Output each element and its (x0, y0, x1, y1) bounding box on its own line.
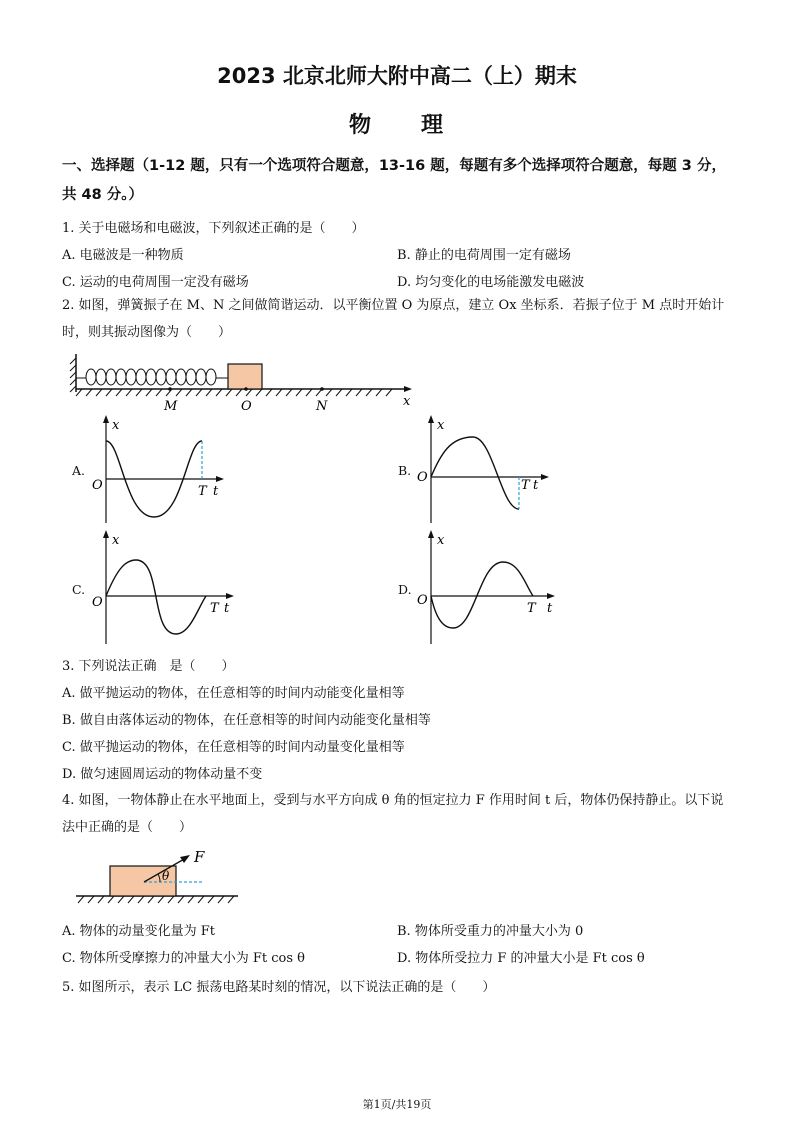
svg-text:t: t (533, 478, 539, 493)
label-m: M (164, 399, 178, 414)
label-x: x (403, 394, 411, 409)
svg-text:O: O (92, 478, 103, 493)
q2-stem: 2. 如图，弹簧振子在 M、N 之间做简谐运动．以平衡位置 O 为原点，建立 Ox 坐标系．若振子位于 M 点时开始计时，则其振动图像为（ ） (62, 298, 725, 340)
q4-option-d: D. 物体所受拉力 F 的冲量大小是 Ft cos θ (397, 951, 645, 966)
q1-option-d: D. 均匀变化的电场能激发电磁波 (397, 275, 585, 290)
svg-text:t: t (213, 484, 219, 499)
graph-d (413, 528, 565, 646)
graph-b (413, 413, 553, 525)
q3-stem: 3. 下列说法正确 是（ ） (62, 659, 235, 674)
graph-b-label: B. (398, 463, 412, 478)
page-title: 2023 北京北师大附中高二（上）期末 (217, 64, 577, 88)
q1-option-a: A. 电磁波是一种物质 (62, 248, 184, 263)
q3-option-b: B. 做自由落体运动的物体，在任意相等的时间内动能变化量相等 (62, 713, 431, 728)
q4-option-b: B. 物体所受重力的冲量大小为 0 (397, 924, 584, 939)
svg-text:x: x (437, 418, 445, 433)
svg-text:T: T (521, 478, 530, 493)
svg-text:x: x (437, 533, 445, 548)
section-heading: 一、选择题（1-12 题，只有一个选项符合题意，13-16 题，每题有多个选择项符合题意，每题 3 分，共 48 分。） (62, 158, 726, 203)
q1-option-b: B. 静止的电荷周围一定有磁场 (397, 248, 571, 263)
oscillator-block (228, 364, 262, 389)
graph-c-label: C. (72, 582, 86, 597)
graph-c (88, 528, 240, 646)
svg-text:t: t (224, 601, 230, 616)
q3-option-a: A. 做平抛运动的物体，在任意相等的时间内动能变化量相等 (62, 686, 405, 701)
svg-text:x: x (112, 418, 120, 433)
q5-stem: 5. 如图所示，表示 LC 振荡电路某时刻的情况，以下说法正确的是（ ） (62, 980, 496, 995)
svg-text:O: O (417, 470, 428, 485)
svg-text:x: x (112, 533, 120, 548)
label-n: N (316, 399, 328, 414)
page-footer: 第1页/共19页 (362, 1098, 432, 1111)
spring-oscillator-figure (66, 352, 416, 414)
graph-a-label: A. (72, 463, 86, 478)
q4-option-c: C. 物体所受摩擦力的冲量大小为 Ft cos θ (62, 951, 305, 966)
graph-a (88, 413, 228, 525)
q4-stem: 4. 如图，一物体静止在水平地面上，受到与水平方向成 θ 角的恒定拉力 F 作用时间 t 后，物体仍保持静止。以下说法中正确的是（ ） (62, 793, 724, 835)
theta-label: θ (162, 869, 170, 883)
q3-option-c: C. 做平抛运动的物体，在任意相等的时间内动量变化量相等 (62, 740, 405, 755)
pulled-block-figure (72, 846, 242, 906)
svg-text:T: T (527, 601, 536, 616)
svg-text:O: O (417, 593, 428, 608)
svg-text:T: T (198, 484, 207, 499)
label-o: O (241, 399, 252, 414)
q1-option-c: C. 运动的电荷周围一定没有磁场 (62, 275, 249, 290)
force-label: F (194, 848, 205, 866)
q4-option-a: A. 物体的动量变化量为 Ft (62, 924, 216, 939)
subject-title: 物 理 (348, 113, 445, 138)
svg-text:O: O (92, 595, 103, 610)
graph-d-label: D. (398, 582, 412, 597)
svg-text:T: T (210, 601, 219, 616)
svg-text:t: t (547, 601, 553, 616)
q1-stem: 1. 关于电磁场和电磁波，下列叙述正确的是（ ） (62, 221, 365, 236)
q3-option-d: D. 做匀速圆周运动的物体动量不变 (62, 767, 263, 782)
